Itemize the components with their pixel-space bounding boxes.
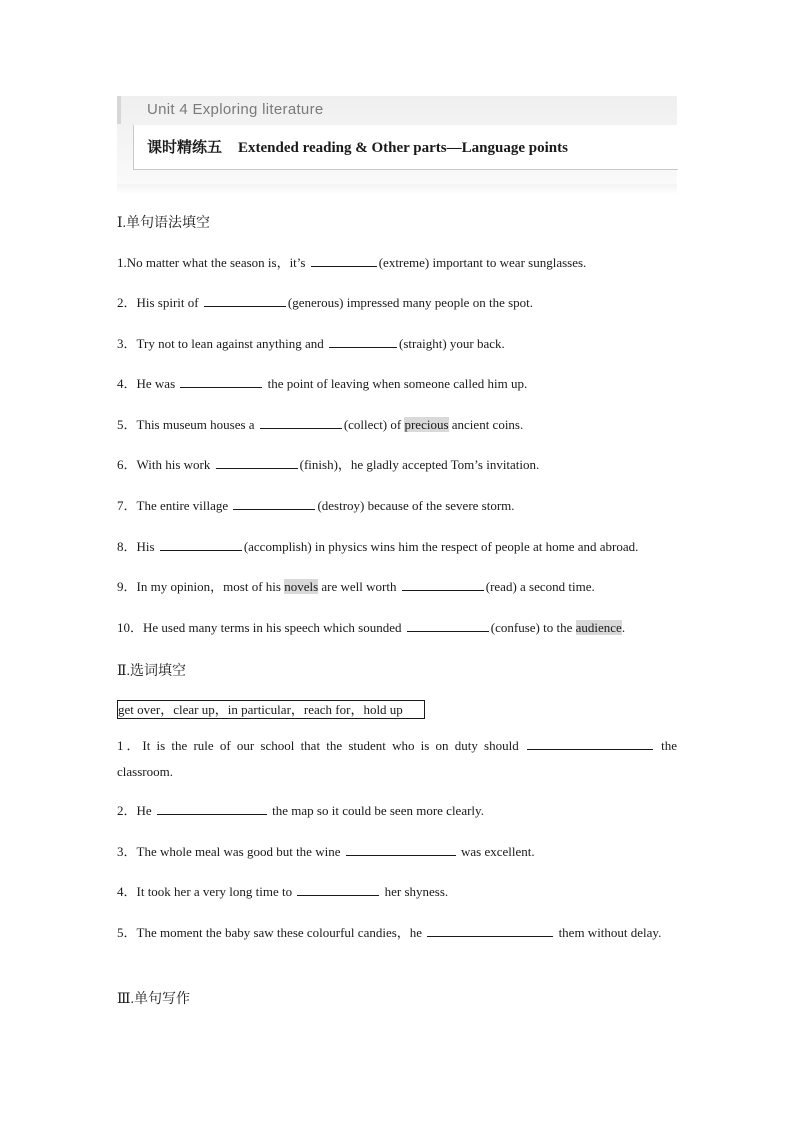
s1-question-7: 7．The entire village (destroy) because of the severe storm.	[117, 493, 677, 519]
s1-question-4: 4．He was the point of leaving when someone called him up.	[117, 371, 677, 397]
s1-question-5: 5．This museum houses a (collect) of precious ancient coins.	[117, 412, 677, 438]
section-2-heading: Ⅱ.选词填空	[117, 664, 187, 679]
answer-blank[interactable]	[204, 292, 286, 307]
answer-blank[interactable]	[260, 414, 342, 429]
s1-question-9: 9．In my opinion，most of his novels are well worth (read) a second time.	[117, 574, 677, 600]
section-1-heading: Ⅰ.单句语法填空	[117, 216, 211, 231]
header-accent-bar	[117, 96, 121, 124]
word-bank-box: get over，clear up，in particular，reach for，hold up	[117, 700, 425, 719]
answer-blank[interactable]	[297, 881, 379, 896]
s2-question-2: 2．He the map so it could be seen more clearly.	[117, 798, 677, 824]
answer-blank[interactable]	[527, 735, 653, 750]
answer-blank[interactable]	[407, 617, 489, 632]
s1-question-6: 6．With his work (finish)，he gladly accepted Tom’s invitation.	[117, 452, 677, 478]
lesson-title-en: Extended reading & Other parts—Language points	[238, 140, 568, 156]
answer-blank[interactable]	[427, 922, 553, 937]
s1-question-2: 2．His spirit of (generous) impressed many people on the spot.	[117, 290, 677, 316]
s2-question-4: 4．It took her a very long time to her shyness.	[117, 879, 677, 905]
section-3-heading: Ⅲ.单句写作	[117, 992, 191, 1007]
s2-question-5: 5．The moment the baby saw these colourful candies，he them without delay.	[117, 920, 677, 946]
lesson-title	[147, 136, 568, 157]
s2-question-3: 3．The whole meal was good but the wine was excellent.	[117, 839, 677, 865]
unit-title: Unit 4 Exploring literature	[147, 101, 324, 118]
answer-blank[interactable]	[311, 252, 377, 267]
s1-question-1: 1.No matter what the season is，it’s (extreme) important to wear sunglasses.	[117, 250, 677, 276]
highlighted-word: audience	[575, 620, 622, 635]
answer-blank[interactable]	[402, 576, 484, 591]
highlighted-word: novels	[284, 579, 319, 594]
answer-blank[interactable]	[216, 454, 298, 469]
answer-blank[interactable]	[233, 495, 315, 510]
answer-blank[interactable]	[160, 536, 242, 551]
answer-blank[interactable]	[180, 373, 262, 388]
s1-question-8: 8．His (accomplish) in physics wins him the respect of people at home and abroad.	[117, 534, 677, 560]
s1-question-10: 10．He used many terms in his speech which sounded (confuse) to the audience.	[117, 615, 677, 641]
answer-blank[interactable]	[346, 841, 456, 856]
s1-question-3: 3．Try not to lean against anything and (straight) your back.	[117, 331, 677, 357]
s2-question-1: 1．It is the rule of our school that the student who is on duty should the classroom.	[117, 733, 677, 785]
answer-blank[interactable]	[329, 333, 397, 348]
highlighted-word: precious	[404, 417, 449, 432]
answer-blank[interactable]	[157, 800, 267, 815]
header-shadow	[117, 184, 677, 194]
lesson-title-cn: 课时精练五	[147, 140, 223, 156]
